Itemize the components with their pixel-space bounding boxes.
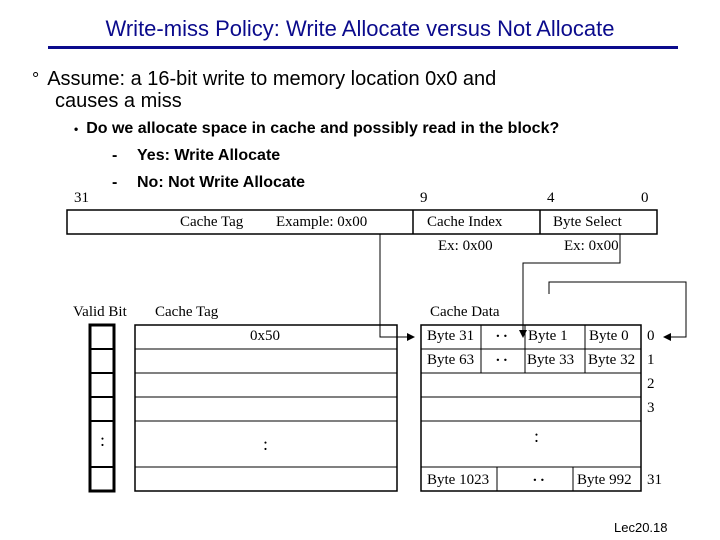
bullet-marker: ° — [32, 69, 40, 89]
select-field-label: Byte Select — [553, 214, 622, 230]
tag-value-row0: 0x50 — [250, 328, 280, 344]
cache-tag-header: Cache Tag — [155, 304, 219, 320]
select-example: Ex: 0x00 — [564, 238, 619, 254]
tag-ellipsis: : — [263, 434, 269, 454]
data-row0-ellipsis: . . — [496, 325, 508, 341]
option-yes: Yes: Write Allocate — [137, 147, 281, 164]
index-example: Ex: 0x00 — [438, 238, 493, 254]
row-index-1: 1 — [647, 352, 655, 368]
row-index-0: 0 — [647, 328, 655, 344]
data-row1-byte33: Byte 33 — [527, 352, 575, 368]
valid-bit-header: Valid Bit — [73, 304, 127, 320]
bit-9-label: 9 — [420, 190, 428, 206]
data-row1-ellipsis: . . — [496, 349, 508, 365]
option-no: No: Not Write Allocate — [137, 174, 306, 191]
lecture-number: Lec20.18 — [614, 520, 668, 535]
cache-data-column — [421, 325, 641, 491]
cache-tag-column — [135, 325, 397, 491]
data-last-byte1023: Byte 1023 — [427, 472, 490, 488]
bit-31-label: 31 — [74, 190, 89, 206]
option-yes-dash: - — [112, 147, 118, 164]
index-arrow — [380, 234, 414, 337]
data-row1-byte32: Byte 32 — [588, 352, 636, 368]
data-row0-byte0: Byte 0 — [589, 328, 629, 344]
main-bullet-line2: causes a miss — [55, 90, 182, 112]
bit-0-label: 0 — [641, 190, 649, 206]
row-index-3: 3 — [647, 400, 655, 416]
data-last-byte992: Byte 992 — [577, 472, 632, 488]
data-row1-byte63: Byte 63 — [427, 352, 475, 368]
bit-4-label: 4 — [547, 190, 555, 206]
cache-data-header: Cache Data — [430, 304, 500, 320]
data-ellipsis: : — [534, 426, 540, 446]
slide-title: Write-miss Policy: Write Allocate versus Not Allocate — [105, 16, 615, 41]
data-row0-byte1: Byte 1 — [528, 328, 568, 344]
sub-bullet-marker: • — [74, 122, 79, 136]
tag-field-label: Cache Tag — [180, 214, 244, 230]
data-row0-byte31: Byte 31 — [427, 328, 475, 344]
main-bullet-line1: Assume: a 16-bit write to memory location 0x0 and — [47, 68, 497, 90]
row-index-2: 2 — [647, 376, 655, 392]
valid-ellipsis: : — [100, 430, 106, 450]
option-no-dash: - — [112, 174, 118, 191]
index-field-label: Cache Index — [427, 214, 503, 230]
sub-bullet-text: Do we allocate space in cache and possibly read in the block? — [86, 120, 560, 137]
tag-example: Example: 0x00 — [276, 214, 368, 230]
row-index-31: 31 — [647, 472, 662, 488]
data-last-ellipsis: . . — [533, 469, 545, 485]
